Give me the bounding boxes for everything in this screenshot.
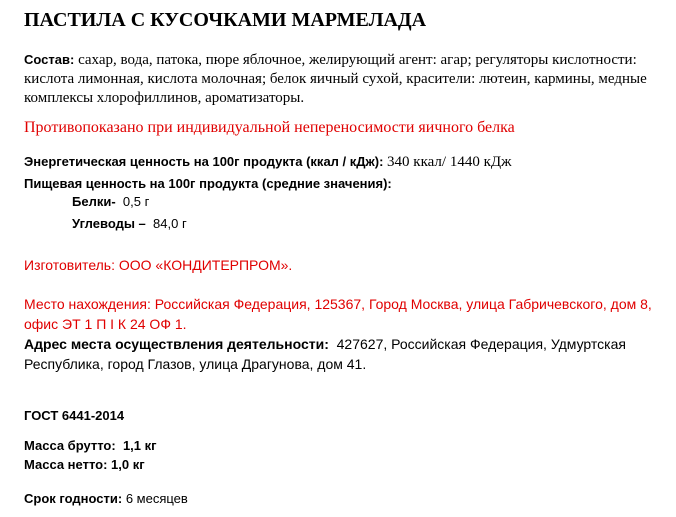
shelf-life-label: Срок годности: — [24, 491, 123, 506]
gross-weight — [24, 438, 157, 453]
gross-weight-label: Масса брутто: — [24, 438, 116, 453]
composition-block — [24, 50, 654, 108]
protein-label: Белки- — [72, 194, 116, 209]
net-weight-label: Масса нетто: — [24, 457, 108, 472]
product-title: ПАСТИЛА С КУСОЧКАМИ МАРМЕЛАДА — [24, 9, 427, 31]
nutrition-title: Пищевая ценность на 100г продукта (средние значения): — [24, 176, 392, 191]
composition-label: Состав: — [24, 52, 75, 67]
energy-value: 340 ккал/ 1440 кДж — [387, 154, 512, 170]
manufacturer: Изготовитель: ООО «КОНДИТЕРПРОМ». — [24, 257, 293, 273]
gross-weight-value: 1,1 кг — [122, 438, 157, 453]
protein-value: 0,5 г — [122, 194, 150, 209]
production-address — [24, 334, 654, 374]
carbs-label: Углеводы – — [72, 216, 146, 231]
net-weight-value: 1,0 кг — [111, 457, 145, 472]
protein-line — [72, 194, 149, 209]
shelf-life — [24, 491, 188, 506]
energy-label: Энергетическая ценность на 100г продукта (ккал / кДж): — [24, 154, 384, 169]
energy-value-line — [24, 154, 511, 171]
address-value: 427627, Российская Федерация, Удмуртская Республика, город Глазов, улица Драгунова, дом 41. — [24, 336, 626, 372]
allergy-warning: Противопоказано при индивидуальной непереносимости яичного белка — [24, 119, 515, 136]
shelf-life-value: 6 месяцев — [125, 491, 188, 506]
carbs-value: 84,0 г — [153, 216, 187, 231]
address-label: Адрес места осуществления деятельности: — [24, 336, 329, 352]
net-weight — [24, 457, 145, 472]
composition-text: сахар, вода, патока, пюре яблочное, желирующий агент: агар; регуляторы кислотности: кислота лимонная, кислота молочная; белок яичный сухой, красители: лютеин, кармины, медные комплексы хлорофиллинов, ароматизаторы. — [24, 52, 647, 106]
manufacturer-location: Место нахождения: Российская Федерация, 125367, Город Москва, улица Габричевского, дом 8, офис ЭТ 1 П I К 24 ОФ 1. — [24, 296, 652, 332]
carbs-line — [72, 216, 187, 231]
gost-standard: ГОСТ 6441-2014 — [24, 408, 125, 423]
